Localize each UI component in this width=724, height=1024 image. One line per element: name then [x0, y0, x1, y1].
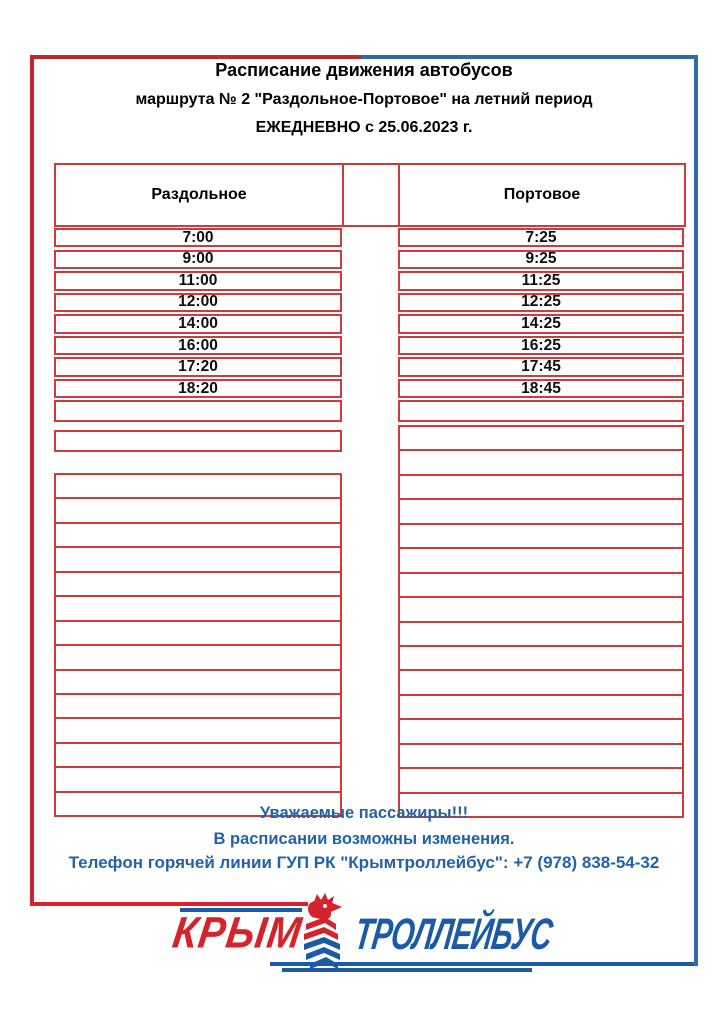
- empty-row: [54, 497, 342, 523]
- column-header-razdolnoye: Раздольное: [151, 186, 247, 203]
- empty-row: [398, 400, 684, 422]
- empty-row: [54, 522, 342, 548]
- time-row: 12:00: [54, 293, 342, 312]
- empty-row: [398, 596, 684, 622]
- empty-row: [54, 742, 342, 768]
- empty-row: [54, 400, 342, 422]
- departure-times-portovoye: [398, 228, 684, 398]
- empty-rows-left-stack: [54, 473, 342, 817]
- empty-row: [398, 694, 684, 720]
- logo-text-krym: КРЫМ: [169, 908, 306, 958]
- empty-rows-right-stack: [398, 425, 684, 818]
- frame-top-red-border: [30, 55, 362, 59]
- passengers-notice: Уважаемые пассажиры!!!: [259, 804, 469, 822]
- empty-row: [398, 547, 684, 573]
- time-row: 7:00: [54, 228, 342, 247]
- empty-row: [54, 669, 342, 695]
- empty-row: [398, 718, 684, 744]
- rooster-icon: [292, 893, 350, 969]
- time-row: 14:25: [398, 314, 684, 333]
- time-row: 16:25: [398, 336, 684, 355]
- empty-row: [54, 717, 342, 743]
- logo-underline-long: [270, 962, 694, 966]
- time-row: 18:20: [54, 379, 342, 398]
- time-row: 11:00: [54, 271, 342, 290]
- time-row: 16:00: [54, 336, 342, 355]
- empty-row: [54, 620, 342, 646]
- empty-row: [54, 430, 342, 452]
- empty-row: [54, 595, 342, 621]
- empty-row: [54, 571, 342, 597]
- empty-row: [398, 498, 684, 524]
- empty-row: [398, 767, 684, 793]
- empty-row: [54, 693, 342, 719]
- route-subtitle: маршрута № 2 "Раздольное-Портовое" на летний период: [135, 91, 593, 108]
- time-row: 18:45: [398, 379, 684, 398]
- logo-underline-short: [282, 968, 532, 972]
- page-title: Расписание движения автобусов: [215, 60, 513, 80]
- logo-text-trolleybus: ТРОЛЛЕЙБУС: [351, 910, 555, 960]
- column-header-portovoye: Портовое: [503, 186, 581, 203]
- time-row: 12:25: [398, 293, 684, 312]
- frame-left-red-border: [30, 55, 34, 904]
- empty-row: [398, 474, 684, 500]
- empty-row: [54, 546, 342, 572]
- header-divider-left: [342, 165, 344, 225]
- frame-top-blue-border: [362, 55, 698, 59]
- logo-red-rule: [30, 902, 308, 906]
- empty-row: [398, 449, 684, 475]
- time-row: 9:25: [398, 250, 684, 269]
- departure-times-razdolnoye: [54, 228, 342, 398]
- changes-notice: В расписании возможны изменения.: [213, 830, 515, 848]
- empty-row: [398, 743, 684, 769]
- empty-row: [54, 473, 342, 499]
- time-row: 11:25: [398, 271, 684, 290]
- hotline-phone: Телефон горячей линии ГУП РК "Крымтроллейбус": +7 (978) 838-54-32: [68, 853, 660, 872]
- empty-row: [398, 572, 684, 598]
- time-row: 17:45: [398, 357, 684, 376]
- empty-row: [54, 766, 342, 792]
- time-row: 7:25: [398, 228, 684, 247]
- empty-row: [398, 645, 684, 671]
- empty-row: [398, 621, 684, 647]
- empty-row: [398, 523, 684, 549]
- empty-row: [54, 644, 342, 670]
- table-header-row: [54, 163, 686, 227]
- time-row: 9:00: [54, 250, 342, 269]
- empty-row: [398, 669, 684, 695]
- time-row: 14:00: [54, 314, 342, 333]
- daily-date-subtitle: ЕЖЕДНЕВНО с 25.06.2023 г.: [255, 119, 473, 136]
- empty-row: [398, 425, 684, 451]
- time-row: 17:20: [54, 357, 342, 376]
